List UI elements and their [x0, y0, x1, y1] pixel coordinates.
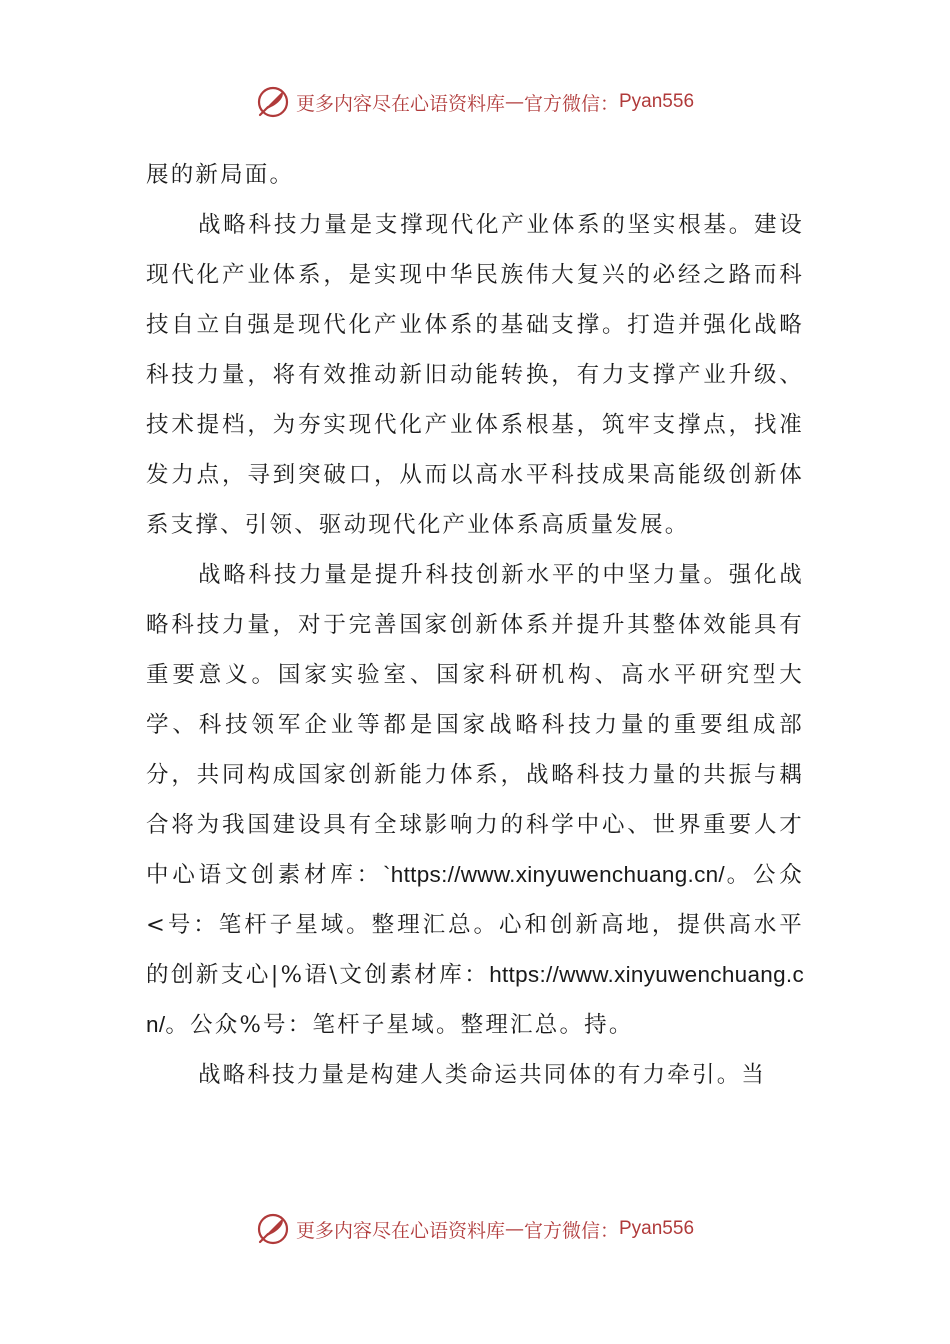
header-separator: — [504, 91, 524, 113]
source-url-link[interactable]: https://www.xinyuwenchuang.cn/ [146, 962, 804, 1037]
paragraph-community-future: 战略科技力量是构建人类命运共同体的有力牵引。当 [198, 1062, 767, 1088]
footer-wechat-id: Pyan556 [619, 1218, 695, 1239]
footer-banner [0, 1209, 950, 1249]
paragraph-industrial-system: 战略科技力量是支撑现代化产业体系的坚实根基。建设现代化产业体系，是实现中华民族伟大复兴的必经之路而科技自立自强是现代化产业体系的基础支撑。打造并强化战略科技力量，将有效推动新旧动能转换，有力支撑产业升级、技术提档，为夯实现代化产业体系根基，筑牢支撑点，找准发力点，寻到突破口，从而以高水平科技成果高能级创新体系支撑、引领、驱动现代化产业体系高质量发展。 [146, 212, 804, 538]
paragraph-text-segment: 。公众<号：笔杆子星域。整理汇总。心和创新高地，提供高水平的创新支心|%语\文创素材库： [146, 862, 804, 988]
paragraph-text-segment: 。公众%号：笔杆子星域。整理汇总。持。 [165, 1012, 634, 1038]
paragraph-innovation-level [146, 550, 804, 1050]
paragraph-continuation: 展的新局面。 [146, 162, 295, 188]
source-url-link[interactable]: `https://www.xinyuwenchuang.cn/ [383, 862, 725, 887]
header-wechat-label: 官方微信： [523, 92, 619, 115]
header-wechat-id: Pyan556 [619, 91, 695, 112]
document-body [146, 150, 804, 1100]
footer-separator: — [504, 1218, 524, 1240]
footer-wechat-label: 官方微信： [523, 1219, 619, 1242]
quill-logo-icon [256, 85, 290, 119]
footer-brand-text: 更多内容尽在心语资料库 [295, 1219, 505, 1242]
header-banner [0, 82, 950, 122]
quill-logo-icon [256, 1212, 290, 1246]
header-brand-text: 更多内容尽在心语资料库 [295, 92, 505, 115]
paragraph-text-segment: 战略科技力量是提升科技创新水平的中坚力量。强化战略科技力量，对于完善国家创新体系并提升其整体效能具有重要意义。国家实验室、国家科研机构、高水平研究型大学、科技领军企业等都是国家战略科技力量的重要组成部分，共同构成国家创新能力体系，战略科技力量的共振与耦合将为我国建设具有全球影响力的科学中心、世界重要人才中心语文创素材库： [146, 562, 804, 888]
